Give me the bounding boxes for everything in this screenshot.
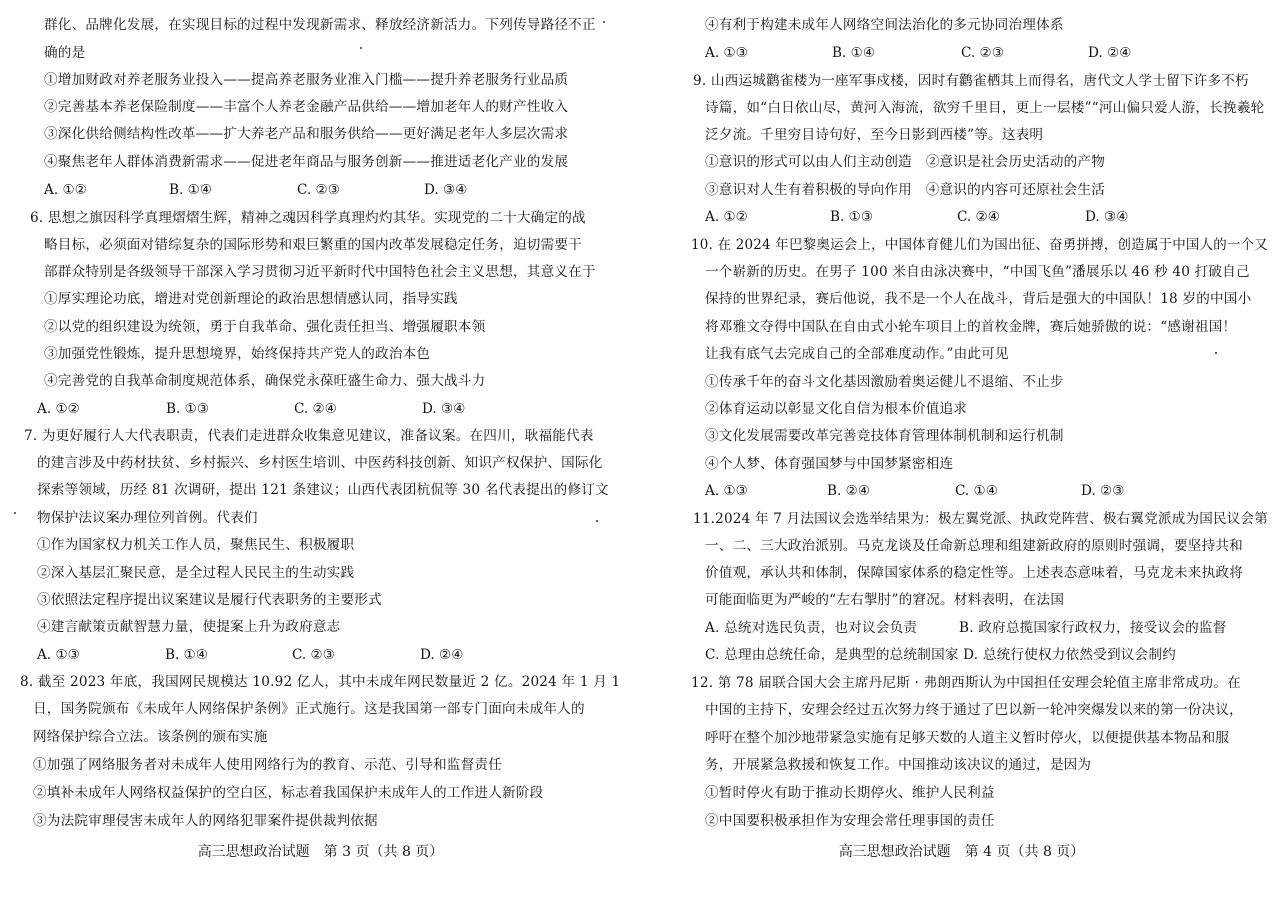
option-d: D. ②④	[420, 647, 464, 663]
option-b: B. ①③	[830, 209, 874, 225]
question-7-stem: 7. 为更好履行人大代表职责，代表们走进群众收集意见建议，准备议案。在四川，耿福能代表	[24, 428, 594, 444]
text-line: 呼吁在整个加沙地带紧急实施有足够天数的人道主义暂时停火，以便提供基本物品和服	[705, 730, 1230, 746]
option-a: A. ①③	[705, 45, 748, 61]
text-line: ①暂时停火有助于推动长期停火、维护人民利益	[705, 785, 995, 801]
scan-speck	[1215, 352, 1217, 354]
text-line: 日，国务院颁布《未成年人网络保护条例》正式施行。这是我国第一部专门面向未成年人的	[33, 701, 585, 717]
text-line: ③深化供给侧结构性改革——扩大养老产品和服务供给——更好满足老年人多层次需求	[44, 126, 569, 142]
text-line: ④个人梦、体育强国梦与中国梦紧密相连	[705, 456, 954, 472]
text-line: 可能面临更为严峻的“左右掣肘”的窘况。材料表明，在法国	[705, 592, 1065, 608]
text-line: 一个崭新的历史。在男子 100 米自由泳决赛中，“中国飞鱼”潘展乐以 46 秒 40 打破自己	[705, 264, 1250, 280]
text-line: 泛夕流。千里穷目诗句好，至今日影到西楼”等。这表明	[705, 127, 1044, 143]
option-c: C. ②③	[961, 45, 1004, 61]
question-6-stem: 6. 思想之旗因科学真理熠熠生辉，精神之魂因科学真理灼灼其华。实现党的二十大确定的战	[30, 210, 586, 226]
text-line: ②中国要积极承担作为安理会常任理事国的责任	[705, 813, 995, 829]
option-a: A. ①③	[37, 647, 80, 663]
text-line: ②填补未成年人网络权益保护的空白区，标志着我国保护未成年人的工作进人新阶段	[33, 785, 544, 801]
text-line: ③文化发展需要改革完善竞技体育管理体制机制和运行机制	[705, 428, 1064, 444]
option-c: C. ②③	[297, 182, 340, 198]
text-line: ③意识对人生有着积极的导向作用 ④意识的内容可还原社会生活	[705, 182, 1106, 198]
option-c: C. ②④	[957, 209, 1000, 225]
text-line: 部群众特别是各级领导干部深入学习贯彻习近平新时代中国特色社会主义思想，其意义在于	[44, 264, 596, 280]
scan-speck	[596, 520, 598, 522]
scan-speck	[603, 21, 605, 23]
text-line: 群化、品牌化发展，在实现目标的过程中发现新需求、释放经济新活力。下列传导路径不正	[44, 17, 596, 33]
option-a: A. ①③	[705, 483, 748, 499]
text-line: ④有利于构建未成年人网络空间法治化的多元协同治理体系	[705, 17, 1064, 33]
page-footer: 高三思想政治试题 第 4 页（共 8 页）	[838, 844, 1085, 860]
text-line: ④建言献策贡献智慧力量，使提案上升为政府意志	[37, 619, 341, 635]
option-cd-text: C. 总理由总统任命，是典型的总统制国家 D. 总统行使权力依然受到议会制约	[705, 647, 1176, 663]
option-b: B. ①③	[166, 401, 210, 417]
option-a: A. ①②	[44, 182, 87, 198]
text-line: ②深入基层汇聚民意，是全过程人民民主的生动实践	[37, 565, 355, 581]
option-b: B. ②④	[827, 483, 871, 499]
option-d: D. ③④	[424, 182, 468, 198]
text-line: ②完善基本养老保险制度——丰富个人养老金融产品供给——增加老年人的财产性收入	[44, 99, 569, 115]
text-line: 确的是	[44, 45, 86, 61]
text-line: 将邓雅文夺得中国队在自由式小轮车项目上的首枚金牌，赛后她骄傲的说：“感谢祖国！	[705, 319, 1237, 335]
option-b: B. ①④	[169, 182, 213, 198]
text-line: 让我有底气去完成自己的全部难度动作。”由此可见	[705, 346, 1009, 362]
text-line: 价值观，承认共和体制，保障国家体系的稳定性等。上述表态意味着，马克龙未来执政将	[705, 565, 1243, 581]
text-line: 物保护法议案办理位列首例。代表们	[37, 510, 258, 526]
option-b-text: B. 政府总揽国家行政权力，接受议会的监督	[959, 620, 1227, 636]
text-line: 网络保护综合立法。该条例的颁布实施	[33, 729, 268, 745]
option-c: C. ①④	[955, 483, 998, 499]
option-d: D. ③④	[422, 401, 466, 417]
option-d: D. ③④	[1085, 209, 1129, 225]
text-line: 诗篇，如“白日依山尽，黄河入海流，欲穷千里目，更上一层楼”“河山偏只爱人游，长挽羲轮	[705, 100, 1265, 116]
text-line: 的建言涉及中药材扶贫、乡村振兴、乡村医生培训、中医药科技创新、知识产权保护、国际化	[37, 455, 603, 471]
text-line: 保持的世界纪录，赛后他说，我不是一个人在战斗，背后是强大的中国队！18 岁的中国小	[705, 291, 1252, 307]
option-b: B. ①④	[832, 45, 876, 61]
option-a: A. ①②	[705, 209, 748, 225]
option-d: D. ②④	[1088, 45, 1132, 61]
text-line: ①厚实理论功底，增进对党创新理论的政治思想情感认同，指导实践	[44, 291, 458, 307]
text-line: ②以党的组织建设为统领，勇于自我革命、强化责任担当、增强履职本领	[44, 319, 486, 335]
text-line: ③依照法定程序提出议案建议是履行代表职务的主要形式	[37, 592, 382, 608]
question-9-stem: 9. 山西运城鹳雀楼为一座军事戍楼，因时有鹳雀栖其上而得名，唐代文人学士留下许多不朽	[693, 73, 1249, 89]
page-footer: 高三思想政治试题 第 3 页（共 8 页）	[197, 844, 444, 860]
text-line: ①作为国家权力机关工作人员，聚焦民生、积极履职	[37, 537, 355, 553]
text-line: ③加强党性锻炼，提升思想境界，始终保持共产党人的政治本色	[44, 346, 431, 362]
text-line: 略目标，必须面对错综复杂的国际形势和艰巨繁重的国内改革发展稳定任务，迫切需要干	[44, 237, 582, 253]
question-10-stem: 10. 在 2024 年巴黎奥运会上，中国体育健儿们为国出征、奋勇拼搏，创造属于中国人的一个又	[691, 237, 1268, 253]
option-c: C. ②③	[292, 647, 335, 663]
text-line: ④聚焦老年人群体消费新需求——促进老年商品与服务创新——推进适老化产业的发展	[44, 154, 569, 170]
text-line: ②体育运动以彰显文化自信为根本价值追求	[705, 401, 968, 417]
text-line: 一、二、三大政治派别。马克龙谈及任命新总理和组建新政府的原则时强调，要坚持共和	[705, 538, 1243, 554]
option-b: B. ①④	[165, 647, 209, 663]
text-line: 务，开展紧急救援和恢复工作。中国推动该决议的通过，是因为	[705, 757, 1092, 773]
text-line: ①传承千年的奋斗文化基因激励着奥运健儿不退缩、不止步	[705, 374, 1064, 390]
question-8-stem: 8. 截至 2023 年底，我国网民规模达 10.92 亿人，其中未成年网民数量近 2 亿。2024 年 1 月 1	[20, 674, 621, 690]
page-4	[641, 0, 1282, 900]
text-line: 中国的主持下，安理会经过五次努力终于通过了巴以新一轮冲突爆发以来的第一份决议，	[705, 702, 1243, 718]
text-line: ③为法院审理侵害未成年人的网络犯罪案件提供裁判依据	[33, 813, 378, 829]
scan-speck	[14, 512, 16, 514]
text-line: ①增加财政对养老服务业投入——提高养老服务业准入门槛——提升养老服务行业品质	[44, 72, 569, 88]
text-line: ①加强了网络服务者对未成年人使用网络行为的教育、示范、引导和监督责任	[33, 757, 502, 773]
question-11-stem: 11.2024 年 7 月法国议会选举结果为：极左翼党派、执政党阵营、极右翼党派成为国民议会第	[693, 511, 1268, 527]
question-12-stem: 12. 第 78 届联合国大会主席丹尼斯 · 弗朗西斯认为中国担任安理会轮值主席非常成功。在	[691, 675, 1241, 691]
option-a: A. ①②	[37, 401, 80, 417]
option-a-text: A. 总统对选民负责，也对议会负责	[705, 620, 918, 636]
text-line: ①意识的形式可以由人们主动创造 ②意识是社会历史活动的产物	[705, 154, 1106, 170]
scan-speck	[360, 47, 362, 49]
option-d: D. ②③	[1081, 483, 1125, 499]
option-c: C. ②④	[294, 401, 337, 417]
text-line: 探索等领域，历经 81 次调研，提出 121 条建议；山西代表团杭侃等 30 名代表提出的修订文	[37, 482, 609, 498]
text-line: ④完善党的自我革命制度规范体系，确保党永葆旺盛生命力、强大战斗力	[44, 373, 486, 389]
